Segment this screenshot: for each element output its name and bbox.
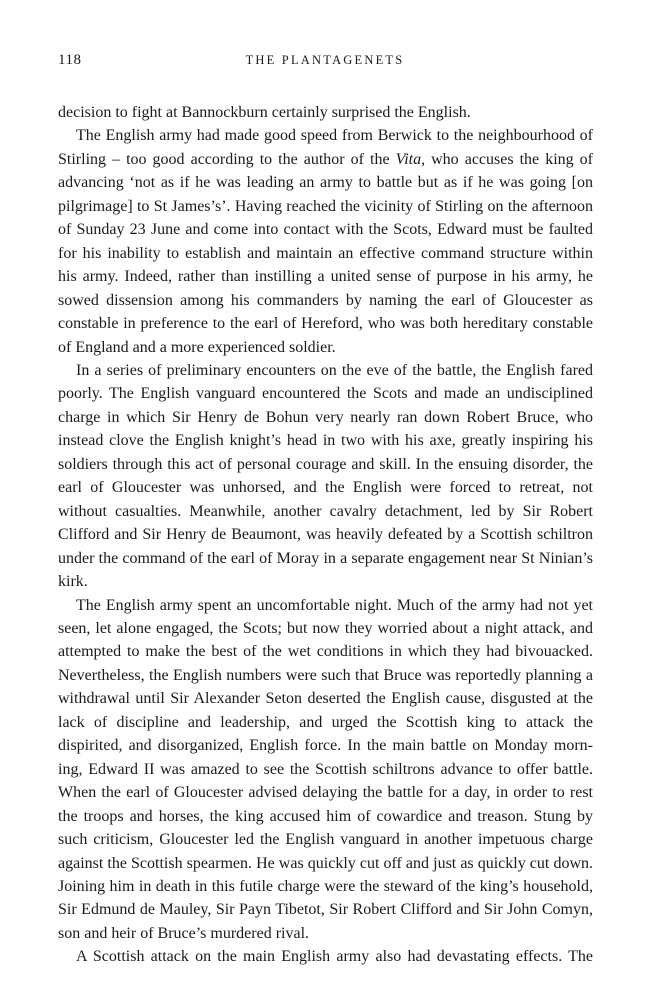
paragraph-text: , who accuses the king of advancing ‘not as if he was leading an army to battle but as if he was going [on pilgrimage] to St James’s’. Having reached the vicinity of Stirling on the afternoon of Sunday 23 June and come into contact with the Scots, Edward must be faulted for his inability to establish and maintain an effective command structure within his army. Indeed, rather than instilling a united sense of purpose in his army, he sowed dissension among his commanders by naming the earl of Gloucester as constable in preference to the earl of Hereford, who was both hereditary constable of England and a more experienced soldier. xyxy=(58,150,593,356)
paragraph xyxy=(58,124,593,359)
paragraph xyxy=(58,359,593,594)
paragraph xyxy=(58,945,593,968)
paragraph-text: The English army spent an uncomfortable night. Much of the army had not yet seen, let alone engaged, the Scots; but now they worried about a night attack, and attempted to make the best of the wet conditions in which they had bivouacked. Nevertheless, the English numbers were such that Bruce was reportedly planning a withdrawal until Sir Alexander Seton deserted the English cause, disgusted at the lack of discipline and leadership, and urged the Scottish king to attack the dispirited, and disorganized, English force. In the main battle on Monday morn-ing, Edward II was amazed to see the Scottish schiltrons advance to offer battle. When the earl of Gloucester advised delaying the battle for a day, in order to rest the troops and horses, the king accused him of cowardice and treason. Stung by such criticism, Gloucester led the English vanguard in another impetuous charge against the Scottish spearmen. He was quickly cut off and just as quickly cut down. Joining him in death in this futile charge were the steward of the king’s household, Sir Edmund de Mauley, Sir Payn Tibetot, Sir Robert Clifford and Sir John Comyn, son and heir of Bruce’s murdered rival. xyxy=(58,596,593,942)
paragraph xyxy=(58,594,593,946)
page-header xyxy=(0,52,650,74)
paragraph xyxy=(58,101,593,124)
paragraph-text: A Scottish attack on the main English army also had devastating effects. The xyxy=(76,948,593,966)
running-head: THE PLANTAGENETS xyxy=(245,53,405,67)
page-number: 118 xyxy=(58,52,82,68)
body-text xyxy=(58,101,593,969)
paragraph-text: In a series of preliminary encounters on the eve of the battle, the English fared poorly. The English vanguard encountered the Scots and made an undisciplined charge in which Sir Henry de Bohun very nearly ran down Robert Bruce, who instead clove the English knight’s head in two with his axe, greatly inspiring his soldiers through this act of personal courage and skill. In the ensuing disorder, the earl of Gloucester was unhorsed, and the English were forced to retreat, not without casualties. Meanwhile, another cavalry detachment, led by Sir Robert Clifford and Sir Henry de Beaumont, was heavily defeated by a Scottish schiltron under the command of the earl of Moray in a separate engagement near St Ninian’s kirk. xyxy=(58,361,593,591)
paragraph-text: The English army had made good speed from Berwick to the neighbourhood of Stirling – too good according to the author of the xyxy=(58,127,593,168)
italic-text: Vita xyxy=(395,150,422,168)
paragraph-text: decision to fight at Bannockburn certainly surprised the English. xyxy=(58,104,471,121)
